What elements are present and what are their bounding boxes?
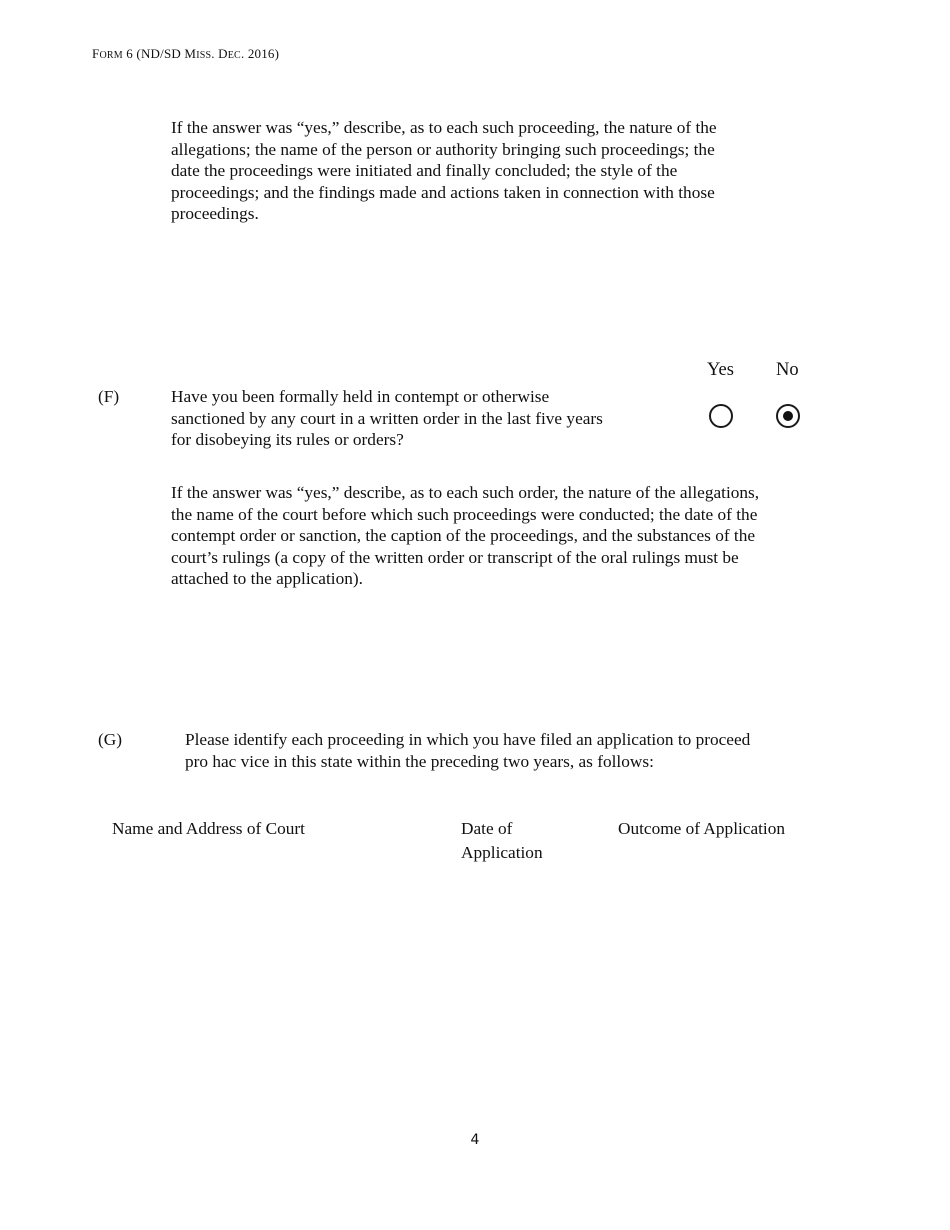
question-line: pro hac vice in this state within the preceding two years, as follows:	[185, 751, 654, 771]
question-line: sanctioned by any court in a written order in the last five years	[171, 408, 603, 428]
yes-column-label: Yes	[707, 360, 734, 380]
question-line: for disobeying its rules or orders?	[171, 430, 404, 450]
column-header-court: Name and Address of Court	[112, 819, 305, 838]
paragraph-line: court’s rulings (a copy of the written order or transcript of the oral rulings must be	[171, 547, 739, 567]
section-f-question	[171, 386, 603, 451]
form-header-text: F	[92, 46, 100, 61]
section-g-question	[185, 729, 750, 772]
section-e-followup	[171, 117, 717, 225]
form-header-text: . D	[211, 46, 228, 61]
paragraph-line: proceedings.	[171, 204, 259, 224]
paragraph-line: If the answer was “yes,” describe, as to each such proceeding, the nature of the	[171, 118, 717, 137]
paragraph-line: attached to the application).	[171, 569, 363, 589]
paragraph-line: If the answer was “yes,” describe, as to each such order, the nature of the allegations,	[171, 483, 760, 502]
column-header-outcome: Outcome of Application	[618, 819, 786, 838]
form-header-text: ISS	[196, 50, 212, 61]
form-header-text: . 2016)	[240, 46, 280, 61]
question-line: Have you been formally held in contempt or otherwise	[171, 387, 550, 406]
form-header-text: ORM	[99, 50, 123, 61]
page-number: 4	[470, 1132, 480, 1148]
question-line: Please identify each proceeding in which you have filed an application to proceed	[185, 730, 751, 749]
section-f-followup	[171, 482, 759, 590]
column-header-date-line: Date of	[461, 819, 513, 838]
radio-yes[interactable]	[709, 404, 733, 428]
section-g-label: (G)	[98, 730, 122, 749]
form-header-text: 6 (ND/SD M	[122, 46, 197, 61]
paragraph-line: date the proceedings were initiated and finally concluded; the style of the	[171, 161, 678, 181]
radio-no[interactable]	[776, 404, 800, 428]
no-column-label: No	[776, 360, 799, 380]
paragraph-line: contempt order or sanction, the caption of the proceedings, and the substances of the	[171, 526, 756, 546]
radio-selected-dot	[783, 411, 793, 421]
paragraph-line: proceedings; and the findings made and actions taken in connection with those	[171, 182, 715, 202]
paragraph-line: the name of the court before which such proceedings were conducted; the date of the	[171, 504, 758, 524]
column-header-date	[461, 817, 543, 865]
section-f-label: (F)	[98, 387, 120, 406]
paragraph-line: allegations; the name of the person or authority bringing such proceedings; the	[171, 139, 715, 159]
form-header-text: EC	[227, 50, 241, 61]
column-header-date-line: Application	[461, 843, 543, 862]
form-header	[92, 46, 279, 62]
